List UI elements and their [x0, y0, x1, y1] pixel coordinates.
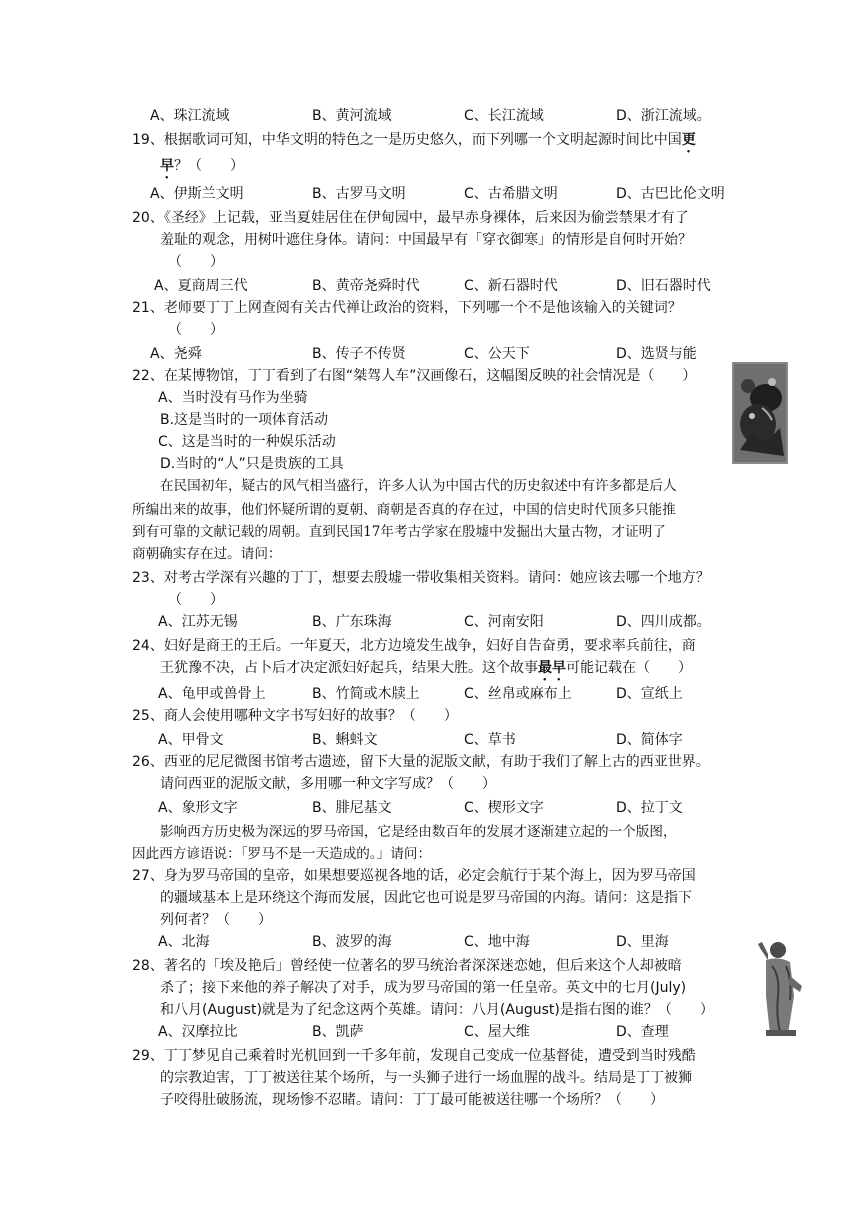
- passage1-line3: 到有可靠的文献记载的周朝。直到民国17年考古学家在殷墟中发掘出大量古物，才证明了: [132, 524, 666, 540]
- q20-option-d: D、旧石器时代: [616, 278, 711, 294]
- q18-option-b: B、黄河流域: [312, 108, 392, 124]
- q20-answer-blank: （ ）: [168, 254, 224, 270]
- q21-option-c: C、公天下: [464, 346, 530, 362]
- q21-option-d: D、选贤与能: [616, 346, 697, 362]
- q25-option-b: B、蝌蚪文: [312, 732, 378, 748]
- q26-option-b: B、腓尼基文: [312, 800, 392, 816]
- q25-option-a: A、甲骨文: [158, 732, 224, 748]
- q19-emphasis-more: 更: [681, 132, 696, 148]
- q24-option-a: A、龟甲或兽骨上: [158, 686, 266, 702]
- q21-option-b: B、传子不传贤: [312, 346, 406, 362]
- q27-option-d: D、里海: [616, 934, 669, 950]
- q24-stem-line2-pre: 王犹豫不决，占卜后才决定派妇好起兵，结果大胜。这个故事: [160, 660, 538, 676]
- q22-option-a: A、当时没有马作为坐骑: [158, 390, 308, 406]
- q19-stem-line2: ？（ ）: [174, 158, 244, 174]
- q27-stem-line1: 27、身为罗马帝国的皇帝，如果想要巡视各地的话，必定会航行于某个海上，因为罗马帝国: [132, 868, 696, 884]
- q22-option-b: B.这是当时的一项体育活动: [160, 412, 329, 428]
- q26-stem-line2: 请问西亚的泥版文献，多用哪一种文字写成？（ ）: [160, 776, 496, 792]
- q23-stem-line1: 23、对考古学深有兴趣的丁丁，想要去殷墟一带收集相关资料。请问：她应该去哪一个地方？: [132, 570, 710, 586]
- roman-statue-image: [748, 936, 814, 1036]
- q28-option-c: C、屋大维: [464, 1024, 530, 1040]
- stone-relief-image: [732, 362, 788, 464]
- q27-option-b: B、波罗的海: [312, 934, 392, 950]
- q25-stem-line1: 25、商人会使用哪种文字书写妇好的故事？（ ）: [132, 708, 458, 724]
- q20-stem-line1: 20、《圣经》上记载，亚当夏娃居住在伊甸园中，最早赤身裸体，后来因为偷尝禁果才有了: [132, 210, 689, 226]
- passage2-line2: 因此西方谚语说：「罗马不是一天造成的。」请问：: [132, 846, 432, 862]
- q25-option-c: C、草书: [464, 732, 516, 748]
- q26-option-d: D、拉丁文: [616, 800, 683, 816]
- q22-option-c: C、这是当时的一种娱乐活动: [158, 434, 336, 450]
- passage1-line4: 商朝确实存在过。请问：: [132, 546, 282, 562]
- q24-option-c: C、丝帛或麻布上: [464, 686, 572, 702]
- q19-option-c: C、古希腊文明: [464, 186, 558, 202]
- q24-option-d: D、宣纸上: [616, 686, 683, 702]
- q26-option-c: C、楔形文字: [464, 800, 544, 816]
- q22-option-d: D.当时的“人”只是贵族的工具: [160, 456, 344, 472]
- q19-stem-line1: 19、根据歌词可知，中华文明的特色之一是历史悠久，而下列哪一个文明起源时间比中国: [132, 132, 682, 148]
- q18-option-d: D、浙江流域。: [616, 108, 711, 124]
- q29-stem-line3: 子咬得肚破肠流，现场惨不忍睹。请问：丁丁最可能被送往哪一个场所？（ ）: [160, 1092, 664, 1108]
- q20-option-c: C、新石器时代: [464, 278, 558, 294]
- q27-stem-line3: 列何者？（ ）: [160, 912, 272, 928]
- q28-stem-line3: 和八月(August)就是为了纪念这两个英雄。请问：八月(August)是指右图的谁？（ ）: [160, 1002, 714, 1018]
- q20-option-b: B、黄帝尧舜时代: [312, 278, 420, 294]
- q28-option-d: D、查理: [616, 1024, 669, 1040]
- q22-stem-line1: 22、在某博物馆，丁丁看到了右图“桀驾人车”汉画像石，这幅图反映的社会情况是（ ）: [132, 368, 697, 384]
- q24-stem-line1: 24、妇好是商王的王后。一年夏天，北方边境发生战争，妇好自告奋勇，要求率兵前往，商: [132, 638, 696, 654]
- q28-stem-line1: 28、著名的「埃及艳后」曾经使一位著名的罗马统治者深深迷恋她，但后来这个人却被暗: [132, 958, 682, 974]
- q20-option-a: A、夏商周三代: [154, 278, 248, 294]
- q28-option-a: A、汉摩拉比: [158, 1024, 238, 1040]
- q23-option-a: A、江苏无锡: [158, 614, 238, 630]
- q25-option-d: D、简体字: [616, 732, 683, 748]
- q20-stem-line2: 羞耻的观念，用树叶遮住身体。请问：中国最早有「穿衣御寒」的情形是自何时开始？: [160, 232, 692, 248]
- q21-option-a: A、尧舜: [150, 346, 202, 362]
- q29-stem-line2: 的宗教迫害，丁丁被送往某个场所，与一头狮子进行一场血腥的战斗。结局是丁丁被狮: [160, 1070, 692, 1086]
- q24-emphasis-earliest: 最早: [538, 660, 566, 676]
- q23-answer-blank: （ ）: [168, 592, 224, 608]
- passage2-line1: 影响西方历史极为深远的罗马帝国，它是经由数百年的发展才逐渐建立起的一个版图，: [160, 824, 677, 840]
- q27-option-c: C、地中海: [464, 934, 530, 950]
- q27-stem-line2: 的疆域基本上是环绕这个海而发展，因此它也可说是罗马帝国的内海。请问：这是指下: [160, 890, 692, 906]
- q19-option-d: D、古巴比伦文明: [616, 186, 725, 202]
- q19-emphasis-early: 早: [160, 158, 174, 174]
- passage1-line2: 所编出来的故事，他们怀疑所谓的夏朝、商朝是否真的存在过，中国的信史时代顶多只能推: [132, 502, 676, 518]
- q23-option-d: D、四川成都。: [616, 614, 711, 630]
- q18-option-c: C、长江流域: [464, 108, 544, 124]
- q18-option-a: A、珠江流域: [150, 108, 230, 124]
- q19-option-b: B、古罗马文明: [312, 186, 406, 202]
- q27-option-a: A、北海: [158, 934, 210, 950]
- q29-stem-line1: 29、丁丁梦见自己乘着时光机回到一千多年前，发现自己变成一位基督徒，遭受到当时残酷: [132, 1048, 696, 1064]
- q24-option-b: B、竹简或木牍上: [312, 686, 420, 702]
- q24-stem-line2-post: 可能记载在（ ）: [566, 660, 692, 676]
- q28-option-b: B、凯萨: [312, 1024, 364, 1040]
- q23-option-b: B、广东珠海: [312, 614, 392, 630]
- q21-stem-line1: 21、老师要丁丁上网查阅有关古代禅让政治的资料，下列哪一个不是他该输入的关键词？: [132, 300, 682, 316]
- q21-answer-blank: （ ）: [168, 322, 224, 338]
- q28-stem-line2: 杀了；接下来他的养子解决了对手，成为罗马帝国的第一任皇帝。英文中的七月(July): [160, 980, 687, 996]
- q19-option-a: A、伊斯兰文明: [150, 186, 244, 202]
- q26-stem-line1: 26、西亚的尼尼微图书馆考古遗迹，留下大量的泥版文献，有助于我们了解上古的西亚世界。: [132, 754, 710, 770]
- q26-option-a: A、象形文字: [158, 800, 238, 816]
- q23-option-c: C、河南安阳: [464, 614, 544, 630]
- passage1-line1: 在民国初年，疑古的风气相当盛行，许多人认为中国古代的历史叙述中有许多都是后人: [160, 478, 677, 494]
